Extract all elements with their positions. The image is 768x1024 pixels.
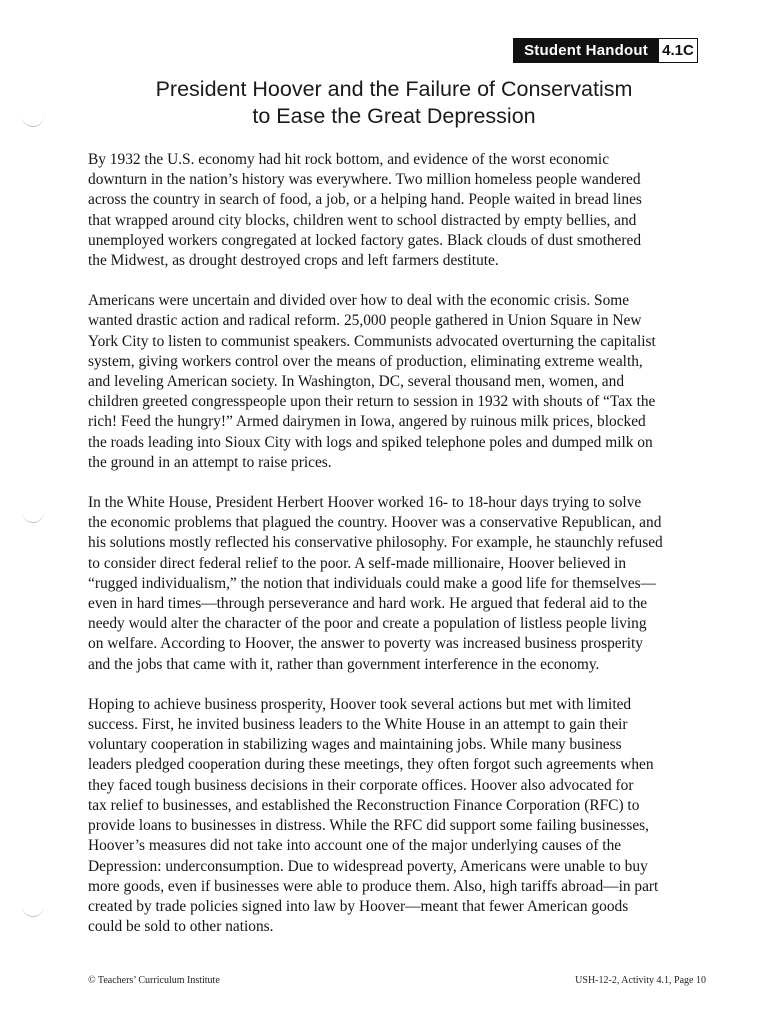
paragraph-line: system, giving workers control over the means of production, eliminating extreme wealth, [88,352,643,370]
paragraph-line: the roads leading into Sioux City with logs and spiked telephone poles and dumped milk on [88,433,653,451]
paragraph-line: Americans were uncertain and divided over how to deal with the economic crisis. Some [88,292,630,310]
paragraph-line: “rugged individualism,” the notion that individuals could make a good life for themselves— [88,574,657,592]
paragraph-line: In the White House, President Herbert Hoover worked 16- to 18-hour days trying to solve [88,494,642,512]
title-line-1: President Hoover and the Failure of Conservatism [155,77,633,101]
paragraph-line: the Midwest, as drought destroyed crops and left farmers destitute. [88,252,499,270]
paragraph-line: they faced tough business decisions in their corporate offices. Hoover also advocated for [88,776,634,794]
paragraph-line: could be sold to other nations. [88,918,274,936]
paragraph-line: even in hard times—through perseverance and hard work. He argued that federal aid to the [88,595,648,613]
paragraph-line: downturn in the nation’s history was everywhere. Two million homeless people wandered [88,171,641,189]
paragraph-line: more goods, even if businesses were able to produce them. Also, high tariffs abroad—in part [88,877,659,895]
paragraph-line: success. First, he invited business leaders to the White House in an attempt to gain their [88,716,628,734]
title-line-2: to Ease the Great Depression [252,104,536,128]
paragraph [88,493,704,675]
badge-number: 4.1C [658,39,697,62]
binder-hole-mark [22,512,44,523]
badge-label: Student Handout [514,39,658,62]
body-text [88,150,704,957]
paragraph-line: wanted drastic action and radical reform. 25,000 people gathered in Union Square in New [88,312,642,330]
page-title [90,76,698,130]
paragraph [88,291,704,473]
paragraph-line: provide loans to businesses in distress. While the RFC did support some failing businesses, [88,817,650,835]
paragraph-line: to consider direct federal relief to the poor. A self-made millionaire, Hoover believed in [88,554,627,572]
binder-hole-mark [22,116,44,127]
footer-page-info: USH-12-2, Activity 4.1, Page 10 [575,975,706,986]
paragraph-line: that wrapped around city blocks, children went to school distracted by empty bellies, and [88,211,637,229]
paragraph-line: children greeted congresspeople upon their return to session in 1932 with shouts of “Tax the [88,393,656,411]
paragraph-line: voluntary cooperation in stabilizing wages and maintaining jobs. While many business [88,736,622,754]
binder-hole-mark [22,906,44,917]
paragraph-line: leaders pledged cooperation during these meetings, they often forgot such agreements when [88,756,654,774]
paragraph-line: needy would alter the character of the poor and create a population of listless people living [88,615,647,633]
footer-copyright: © Teachers’ Curriculum Institute [88,975,220,986]
paragraph [88,150,704,271]
paragraph-line: By 1932 the U.S. economy had hit rock bottom, and evidence of the worst economic [88,151,610,168]
paragraph-line: York City to listen to communist speakers. Communists advocated overturning the capitalist [88,332,656,350]
paragraph-line: on welfare. According to Hoover, the answer to poverty was increased business prosperity [88,635,643,653]
paragraph-line: Hoping to achieve business prosperity, Hoover took several actions but met with limited [88,695,632,713]
paragraph-line: and leveling American society. In Washington, DC, several thousand men, women, and [88,373,625,391]
handout-badge [513,38,698,63]
paragraph-line: and the jobs that came with it, rather than government interference in the economy. [88,655,600,673]
paragraph-line: rich! Feed the hungry!” Armed dairymen in Iowa, angered by ruinous milk prices, blocked [88,413,646,431]
paragraph-line: the economic problems that plagued the country. Hoover was a conservative Republican, and [88,514,662,532]
paragraph-line: across the country in search of food, a job, or a helping hand. People waited in bread lines [88,191,642,209]
paragraph-line: the ground in an attempt to raise prices. [88,453,332,471]
paragraph-line: unemployed workers congregated at locked factory gates. Black clouds of dust smothered [88,231,642,249]
paragraph-line: Depression: underconsumption. Due to widespread poverty, Americans were unable to buy [88,857,648,875]
paragraph-line: his solutions mostly reflected his conservative philosophy. For example, he staunchly refused [88,534,663,552]
paragraph-line: tax relief to businesses, and established the Reconstruction Finance Corporation (RFC) to [88,796,640,814]
paragraph [88,695,704,937]
paragraph-line: created by trade policies signed into law by Hoover—meant that fewer American goods [88,897,629,915]
paragraph-line: Hoover’s measures did not take into account one of the major underlying causes of the [88,837,622,855]
